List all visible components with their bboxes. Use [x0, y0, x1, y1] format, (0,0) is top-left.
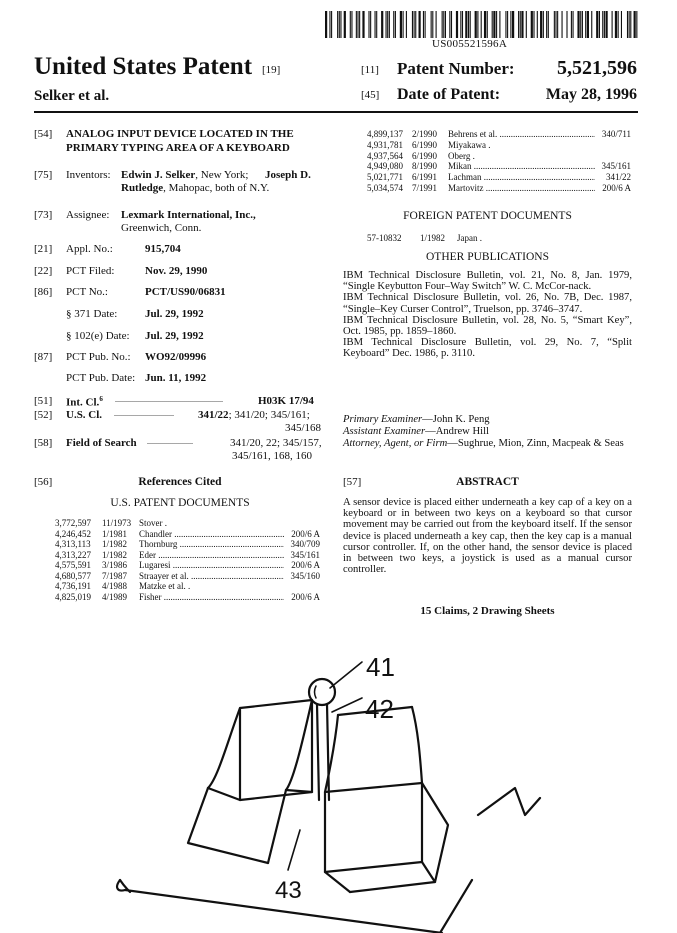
- patent-doc-cls: 345/161: [290, 549, 320, 560]
- ref-label-42: 42: [365, 694, 394, 724]
- date-label: Date of Patent:: [397, 86, 501, 103]
- refs-heading: References Cited: [138, 476, 222, 488]
- pub-date: Jun. 11, 1992: [145, 372, 207, 384]
- patent-number-code: [11]: [361, 64, 379, 76]
- title-code: [19]: [262, 64, 281, 76]
- patent-doc-name: Matzke et al. .: [139, 581, 191, 591]
- intcl-code: [51]: [34, 395, 53, 407]
- left-key-cap: [188, 700, 312, 863]
- assignee-code: [73]: [34, 209, 53, 221]
- patent-doc-name: Thornburg .....: [139, 539, 284, 549]
- fos-code: [58]: [34, 437, 53, 449]
- patent-doc-name: Stover .: [139, 518, 167, 528]
- assignee-line2: Greenwich, Conn.: [121, 222, 202, 234]
- patent-doc-name: Lachman .....: [448, 172, 595, 182]
- s102-label: § 102(e) Date:: [66, 330, 130, 342]
- header-divider: [34, 111, 638, 113]
- pub-number: WO92/09996: [145, 351, 207, 363]
- other-pubs-heading: OTHER PUBLICATIONS: [426, 251, 549, 263]
- s102-date: Jul. 29, 1992: [145, 330, 204, 342]
- patent-doc-name: Martovitz .....: [448, 183, 595, 193]
- right-key-cap: [325, 707, 448, 892]
- assistant-examiner: Assistant Examiner—Andrew Hill: [343, 426, 489, 437]
- patent-drawing: [100, 640, 570, 933]
- patent-doc-num: 5,021,771: [367, 172, 403, 183]
- patent-doc-row: [367, 129, 631, 139]
- ref-label-41: 41: [366, 652, 395, 682]
- patent-doc-name: Lugaresi .....: [139, 560, 284, 570]
- intcl-label: Int. Cl.$^6$: [66, 395, 103, 409]
- attorney: Attorney, Agent, or Firm—Sughrue, Mion, Zinn, Macpeak & Seas: [343, 438, 624, 449]
- patent-doc-cls: 341/22: [605, 172, 631, 183]
- invention-title-line2: PRIMARY TYPING AREA OF A KEYBOARD: [66, 142, 290, 154]
- patent-doc-date: 7/1987: [102, 570, 128, 581]
- foreign-doc-country: Japan .: [457, 233, 482, 243]
- patent-doc-row: [55, 550, 320, 560]
- patent-doc-num: 4,680,577: [55, 570, 91, 581]
- patent-doc-num: 4,825,019: [55, 591, 91, 602]
- s371-label: § 371 Date:: [66, 308, 118, 320]
- keyboard-base: [117, 788, 540, 933]
- patent-doc-row: [367, 140, 631, 150]
- patent-doc-cls: 200/6 A: [291, 591, 320, 602]
- intcl-value: H03K 17/94: [258, 395, 314, 407]
- assignee-line1: Lexmark International, Inc.,: [121, 209, 256, 221]
- patent-doc-name: Mikan .....: [448, 161, 595, 171]
- patent-doc-num: 3,772,597: [55, 518, 91, 528]
- intcl-dots: ......................................................: [115, 395, 223, 404]
- patent-doc-num: 4,313,227: [55, 549, 91, 560]
- patent-number-label: Patent Number:: [397, 59, 515, 78]
- primary-examiner: Primary Examiner—John K. Peng: [343, 414, 490, 425]
- inventors-line1-cont: Joseph D.: [265, 169, 311, 181]
- uscl-line2: 345/168: [285, 422, 322, 434]
- ref-label-43: 43: [275, 877, 302, 904]
- uscl-label: U.S. Cl.: [66, 409, 103, 421]
- foreign-doc-number: 57-10832: [367, 233, 402, 243]
- abstract-text: A sensor device is placed either underneath a key cap of a key on a keyboard or in between two keys on a keyboard so that cursor movement may be carried out from the keyboard itself. If the sensor device is placed underneath a key cap, then the key cap is a manual cursor controller. If, on the other hand, the sensor device is placed in between two keys, a joystick is used as a manual cursor controller.: [343, 497, 632, 576]
- uscl-code: [52]: [34, 409, 53, 421]
- patent-doc-cls: 340/711: [601, 129, 631, 139]
- other-pub: IBM Technical Disclosure Bulletin, vol. 28, No. 5, “Smart Key”, Oct. 1985, pp. 1859–1860.: [343, 314, 632, 338]
- patent-doc-date: 1/1981: [102, 528, 128, 539]
- patent-doc-date: 4/1989: [102, 591, 128, 602]
- patent-doc-num: 4,899,137: [367, 129, 403, 139]
- us-patent-docs-heading: U.S. PATENT DOCUMENTS: [110, 497, 250, 509]
- patent-doc-date: 7/1991: [412, 183, 438, 193]
- appl-code: [21]: [34, 243, 53, 255]
- patent-doc-row: [367, 151, 631, 161]
- patent-doc-row: [55, 592, 320, 602]
- patent-doc-num: 4,937,564: [367, 150, 403, 161]
- patent-doc-name: Chandler .....: [139, 529, 284, 539]
- s371-date: Jul. 29, 1992: [145, 308, 204, 320]
- patent-doc-date: 8/1990: [412, 161, 438, 172]
- patent-doc-num: 4,931,781: [367, 139, 403, 150]
- patent-doc-date: 11/1973: [102, 518, 132, 528]
- publication-number: US005521596A: [432, 38, 508, 50]
- patent-doc-name: Eder .....: [139, 550, 284, 560]
- patent-doc-cls: 200/6 A: [291, 528, 320, 539]
- patent-doc-row: [367, 161, 631, 171]
- other-pubs-list: [343, 270, 632, 360]
- patent-doc-row: [55, 560, 320, 570]
- patent-doc-cls: 200/6 A: [291, 560, 320, 570]
- abstract-heading: ABSTRACT: [456, 476, 519, 488]
- pub-no-label: PCT Pub. No.:: [66, 351, 131, 363]
- patent-doc-num: 4,575,591: [55, 560, 91, 570]
- patent-doc-row: [367, 183, 631, 193]
- date-code: [45]: [361, 89, 380, 101]
- patent-doc-date: 6/1990: [412, 139, 438, 150]
- patent-doc-row: [55, 518, 320, 528]
- patent-doc-num: 5,034,574: [367, 183, 403, 193]
- patent-doc-date: 4/1988: [102, 581, 128, 591]
- patent-doc-num: 4,313,113: [55, 539, 91, 549]
- patent-doc-date: 1/1982: [102, 549, 128, 560]
- fos-line1: 341/20, 22; 345/157,: [230, 437, 322, 449]
- other-pub: IBM Technical Disclosure Bulletin, vol. 21, No. 8, Jan. 1979, “Single Keybutton Four–Way Switch” W. C. McCor-nack.: [343, 270, 632, 293]
- foreign-doc-date: 1/1982: [420, 233, 446, 243]
- patent-doc-row: [367, 172, 631, 182]
- patent-doc-num: 4,949,080: [367, 161, 403, 172]
- patent-doc-name: Behrens et al. .....: [448, 129, 595, 139]
- patent-doc-name: Oberg .: [448, 150, 475, 161]
- inventors-line2: Rutledge, Mahopac, both of N.Y.: [121, 182, 270, 194]
- patent-doc-date: 6/1990: [412, 150, 438, 161]
- other-pub: IBM Technical Disclosure Bulletin, vol. 26, No. 7B, Dec. 1987, “Single–Key Curser Control”, Truelson, pp. 3746–3747.: [343, 292, 632, 315]
- patent-date: May 28, 1996: [545, 86, 637, 103]
- abstract-code: [57]: [343, 476, 362, 488]
- patent-doc-row: [55, 581, 320, 591]
- invention-title-line1: ANALOG INPUT DEVICE LOCATED IN THE: [66, 128, 294, 140]
- appl-number: 915,704: [145, 243, 181, 255]
- inventors-code: [75]: [34, 169, 53, 181]
- fos-dots: .......................: [147, 437, 193, 446]
- patent-doc-cls: 345/160: [290, 570, 320, 581]
- title-field-code: [54]: [34, 128, 53, 140]
- refs-code: [56]: [34, 476, 53, 488]
- pct-no-code: [86]: [34, 286, 53, 298]
- document-title: United States Patent: [34, 53, 253, 80]
- patent-doc-cls: 340/709: [290, 539, 320, 549]
- pub-date-label: PCT Pub. Date:: [66, 372, 136, 384]
- pct-no-label: PCT No.:: [66, 286, 108, 298]
- inventors-short: Selker et al.: [34, 88, 110, 104]
- pct-number: PCT/US90/06831: [145, 286, 226, 298]
- patent-doc-num: 4,736,191: [55, 581, 91, 591]
- patent-doc-date: 3/1986: [102, 560, 128, 570]
- patent-doc-date: 6/1991: [412, 172, 438, 183]
- uscl-dots: ..............................: [114, 409, 174, 418]
- uscl-line1: 341/22; 341/20; 345/161;: [198, 409, 310, 421]
- pct-filed-label: PCT Filed:: [66, 265, 115, 277]
- appl-label: Appl. No.:: [66, 243, 113, 255]
- patent-number: 5,521,596: [557, 57, 637, 79]
- inventors-label: Inventors:: [66, 169, 111, 181]
- patent-doc-name: Fisher .....: [139, 592, 284, 602]
- patent-doc-cls: 345/161: [601, 161, 631, 172]
- barcode: [325, 11, 640, 38]
- pct-filed-date: Nov. 29, 1990: [145, 265, 208, 277]
- assignee-label: Assignee:: [66, 209, 110, 221]
- foreign-docs-heading: FOREIGN PATENT DOCUMENTS: [403, 210, 572, 222]
- patent-doc-cls: 200/6 A: [602, 183, 631, 193]
- patent-doc-date: 2/1990: [412, 129, 438, 139]
- patent-doc-date: 1/1982: [102, 539, 128, 549]
- patent-doc-row: [55, 539, 320, 549]
- claims-summary: 15 Claims, 2 Drawing Sheets: [420, 605, 555, 617]
- pub-no-code: [87]: [34, 351, 53, 363]
- pct-filed-code: [22]: [34, 265, 53, 277]
- fos-line2: 345/161, 168, 160: [232, 450, 313, 462]
- other-pub: IBM Technical Disclosure Bulletin, vol. 29, No. 7, “Split Keyboard” Dec. 1986, p. 3110.: [343, 337, 632, 360]
- patent-doc-row: [55, 571, 320, 581]
- patent-doc-num: 4,246,452: [55, 528, 91, 539]
- patent-doc-row: [55, 529, 320, 539]
- patent-doc-name: Straayer et al. .....: [139, 571, 284, 581]
- inventors-line1: Edwin J. Selker, New York;: [121, 169, 249, 181]
- patent-doc-name: Miyakawa .: [448, 139, 491, 150]
- fos-label: Field of Search: [66, 437, 137, 449]
